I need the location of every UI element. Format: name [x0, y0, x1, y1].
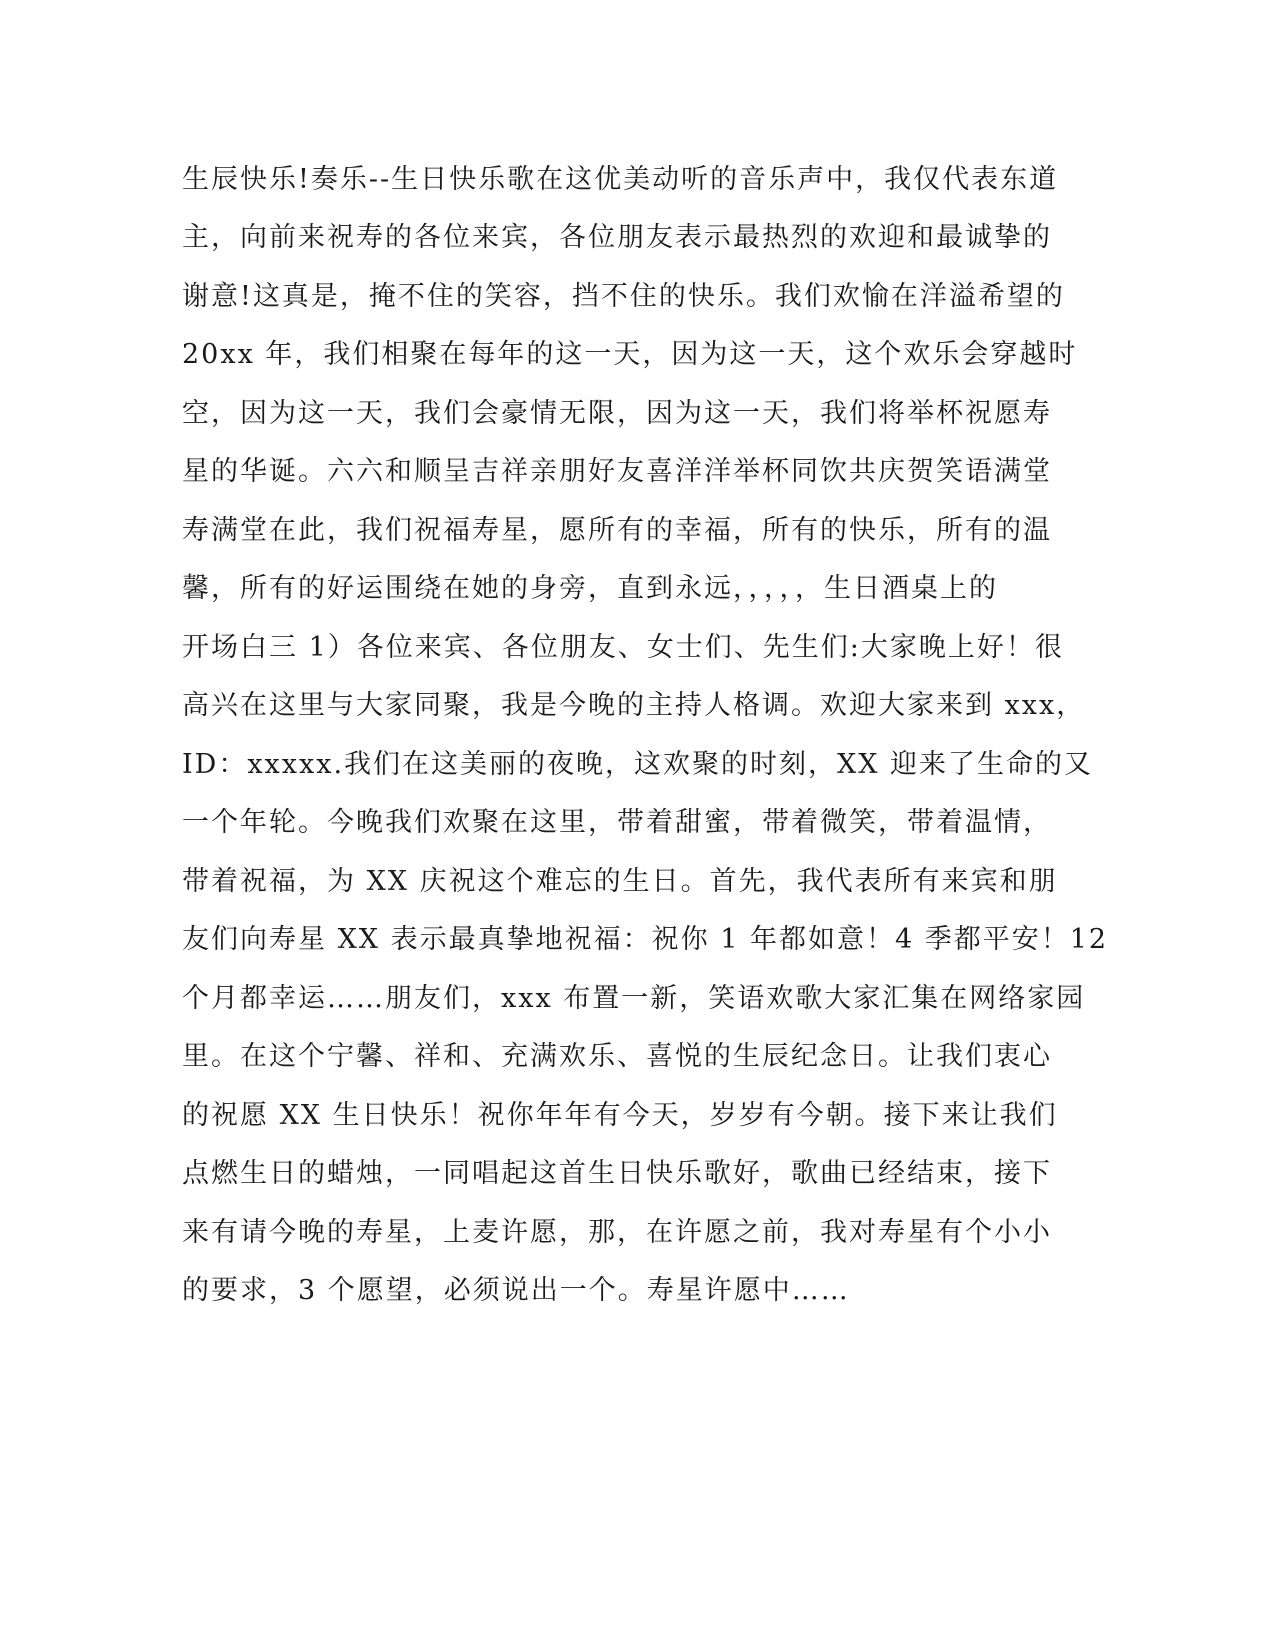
text-line: 生辰快乐!奏乐--生日快乐歌在这优美动听的音乐声中，我仅代表东道	[182, 164, 1059, 195]
text-line: 的祝愿 XX 生日快乐！祝你年年有今天，岁岁有今朝。接下来让我们	[182, 1100, 1058, 1131]
text-line: 来有请今晚的寿星，上麦许愿，那，在许愿之前，我对寿星有个小小	[182, 1217, 1052, 1248]
text-line: ID：xxxxx.我们在这美丽的夜晚，这欢聚的时刻，XX 迎来了生命的又	[182, 749, 1094, 780]
text-line: 谢意!这真是，掩不住的笑容，挡不住的快乐。我们欢愉在洋溢希望的	[182, 281, 1065, 312]
text-line: 空，因为这一天，我们会豪情无限，因为这一天，我们将举杯祝愿寿	[182, 398, 1052, 429]
text-line: 的要求，3 个愿望，必须说出一个。寿星许愿中……	[182, 1275, 850, 1306]
text-line: 个月都幸运……朋友们，xxx 布置一新，笑语欢歌大家汇集在网络家园	[182, 983, 1086, 1014]
text-line: 主，向前来祝寿的各位来宾，各位朋友表示最热烈的欢迎和最诚挚的	[182, 222, 1052, 253]
text-line: 馨，所有的好运围绕在她的身旁，直到永远，，，，，生日酒桌上的	[182, 573, 998, 604]
text-line: 带着祝福，为 XX 庆祝这个难忘的生日。首先，我代表所有来宾和朋	[182, 866, 1058, 897]
text-line: 友们向寿星 XX 表示最真挚地祝福：祝你 1 年都如意！4 季都平安！12	[182, 924, 1109, 955]
text-line: 高兴在这里与大家同聚，我是今晚的主持人格调。欢迎大家来到 xxx，	[182, 690, 1086, 721]
text-line: 一个年轮。今晚我们欢聚在这里，带着甜蜜，带着微笑，带着温情，	[182, 807, 1052, 838]
text-line: 里。在这个宁馨、祥和、充满欢乐、喜悦的生辰纪念日。让我们衷心	[182, 1041, 1052, 1072]
text-line: 20xx 年，我们相聚在每年的这一天，因为这一天，这个欢乐会穿越时	[182, 339, 1078, 370]
text-line: 星的华诞。六六和顺呈吉祥亲朋好友喜洋洋举杯同饮共庆贺笑语满堂	[182, 456, 1052, 487]
body-text	[0, 160, 1275, 1360]
text-line: 点燃生日的蜡烛，一同唱起这首生日快乐歌好，歌曲已经结束，接下	[182, 1158, 1052, 1189]
text-line: 寿满堂在此，我们祝福寿星，愿所有的幸福，所有的快乐，所有的温	[182, 515, 1052, 546]
text-line: 开场白三 1）各位来宾、各位朋友、女士们、先生们:大家晚上好！很	[182, 632, 1064, 663]
